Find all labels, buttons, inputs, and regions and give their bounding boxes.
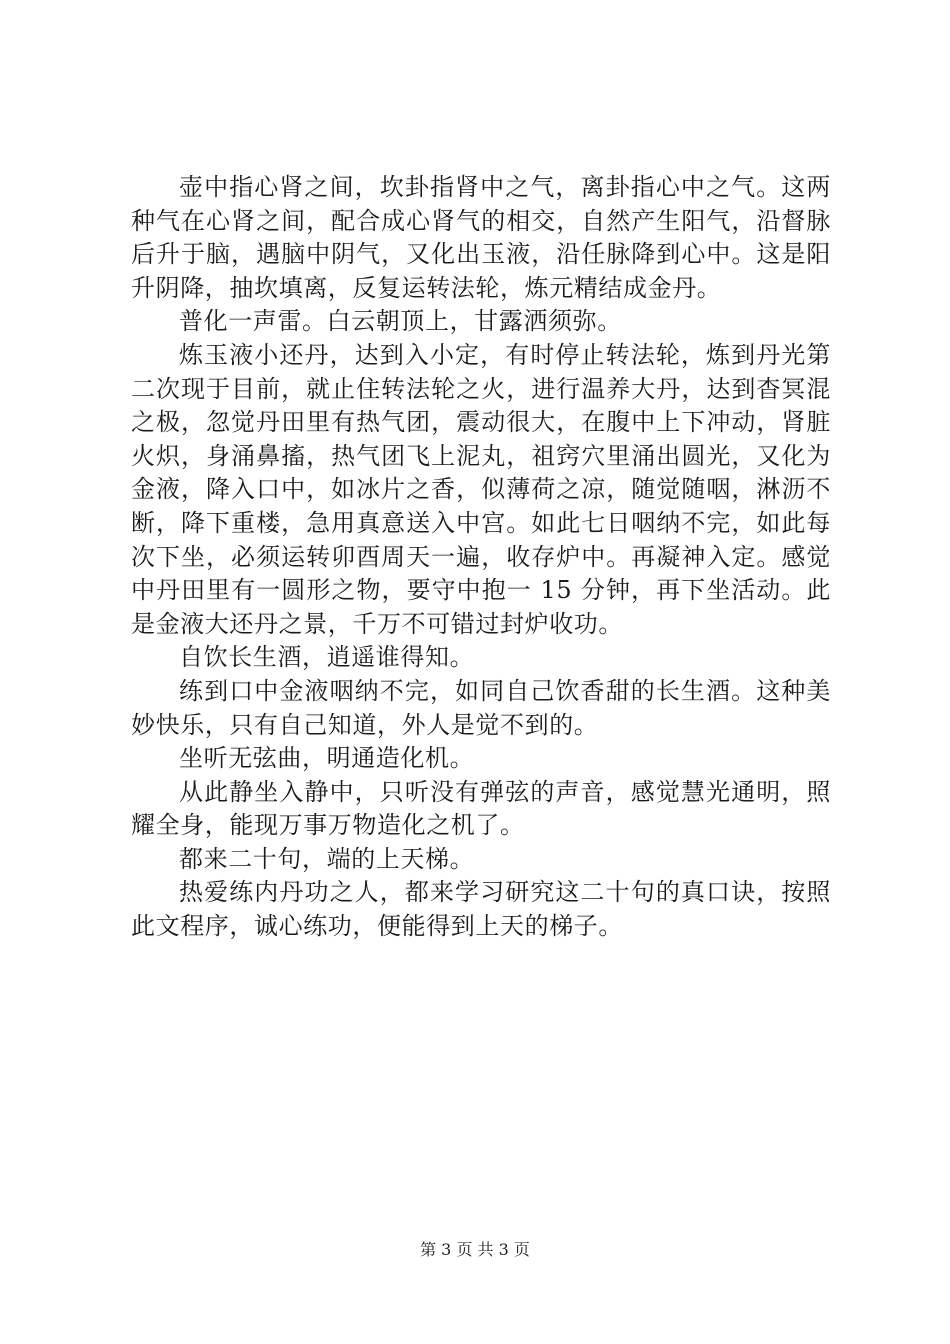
paragraph: 热爱练内丹功之人，都来学习研究这二十句的真口诀，按照此文程序，诚心练功，便能得到上天的梯子。 (131, 878, 831, 941)
paragraph: 都来二十句，端的上天梯。 (179, 844, 475, 873)
paragraph: 坐听无弦曲，明通造化机。 (179, 744, 475, 773)
page-number-footer: 第 3 页 共 3 页 (420, 1240, 530, 1259)
document-body (131, 171, 831, 944)
paragraph: 从此静坐入静中，只听没有弹弦的声音，感觉慧光通明，照耀全身，能现万事万物造化之机了。 (131, 777, 831, 840)
paragraph: 普化一声雷。白云朝顶上，甘露洒须弥。 (179, 307, 622, 336)
paragraph: 炼玉液小还丹，达到入小定，有时停止转法轮，炼到丹光第二次现于目前，就止住转法轮之火，进行温养大丹，达到杳冥混之极，忽觉丹田里有热气团，震动很大，在腹中上下冲动，肾脏火炽，身涌鼻搐，热气团飞上泥丸，祖窍穴里涌出圆光，又化为金液，降入口中，如冰片之香，似薄荷之凉，随觉随咽，淋沥不断，降下重楼，急用真意送入中宫。如此七日咽纳不完，如此每次下坐，必须运转卯酉周天一遍，收存炉中。再凝神入定。感觉中丹田里有一圆形之物，要守中抱一 15 分钟，再下坐活动。此是金液大还丹之景，千万不可错过封炉收功。 (131, 340, 831, 638)
paragraph: 自饮长生酒，逍遥谁得知。 (179, 643, 475, 672)
paragraph: 壶中指心肾之间，坎卦指肾中之气，离卦指心中之气。这两种气在心肾之间，配合成心肾气的相交，自然产生阳气，沿督脉后升于脑，遇脑中阴气，又化出玉液，沿任脉降到心中。这是阳升阴降，抽坎填离，反复运转法轮，炼元精结成金丹。 (131, 173, 831, 302)
paragraph: 练到口中金液咽纳不完，如同自己饮香甜的长生酒。这种美妙快乐，只有自己知道，外人是觉不到的。 (131, 676, 831, 739)
